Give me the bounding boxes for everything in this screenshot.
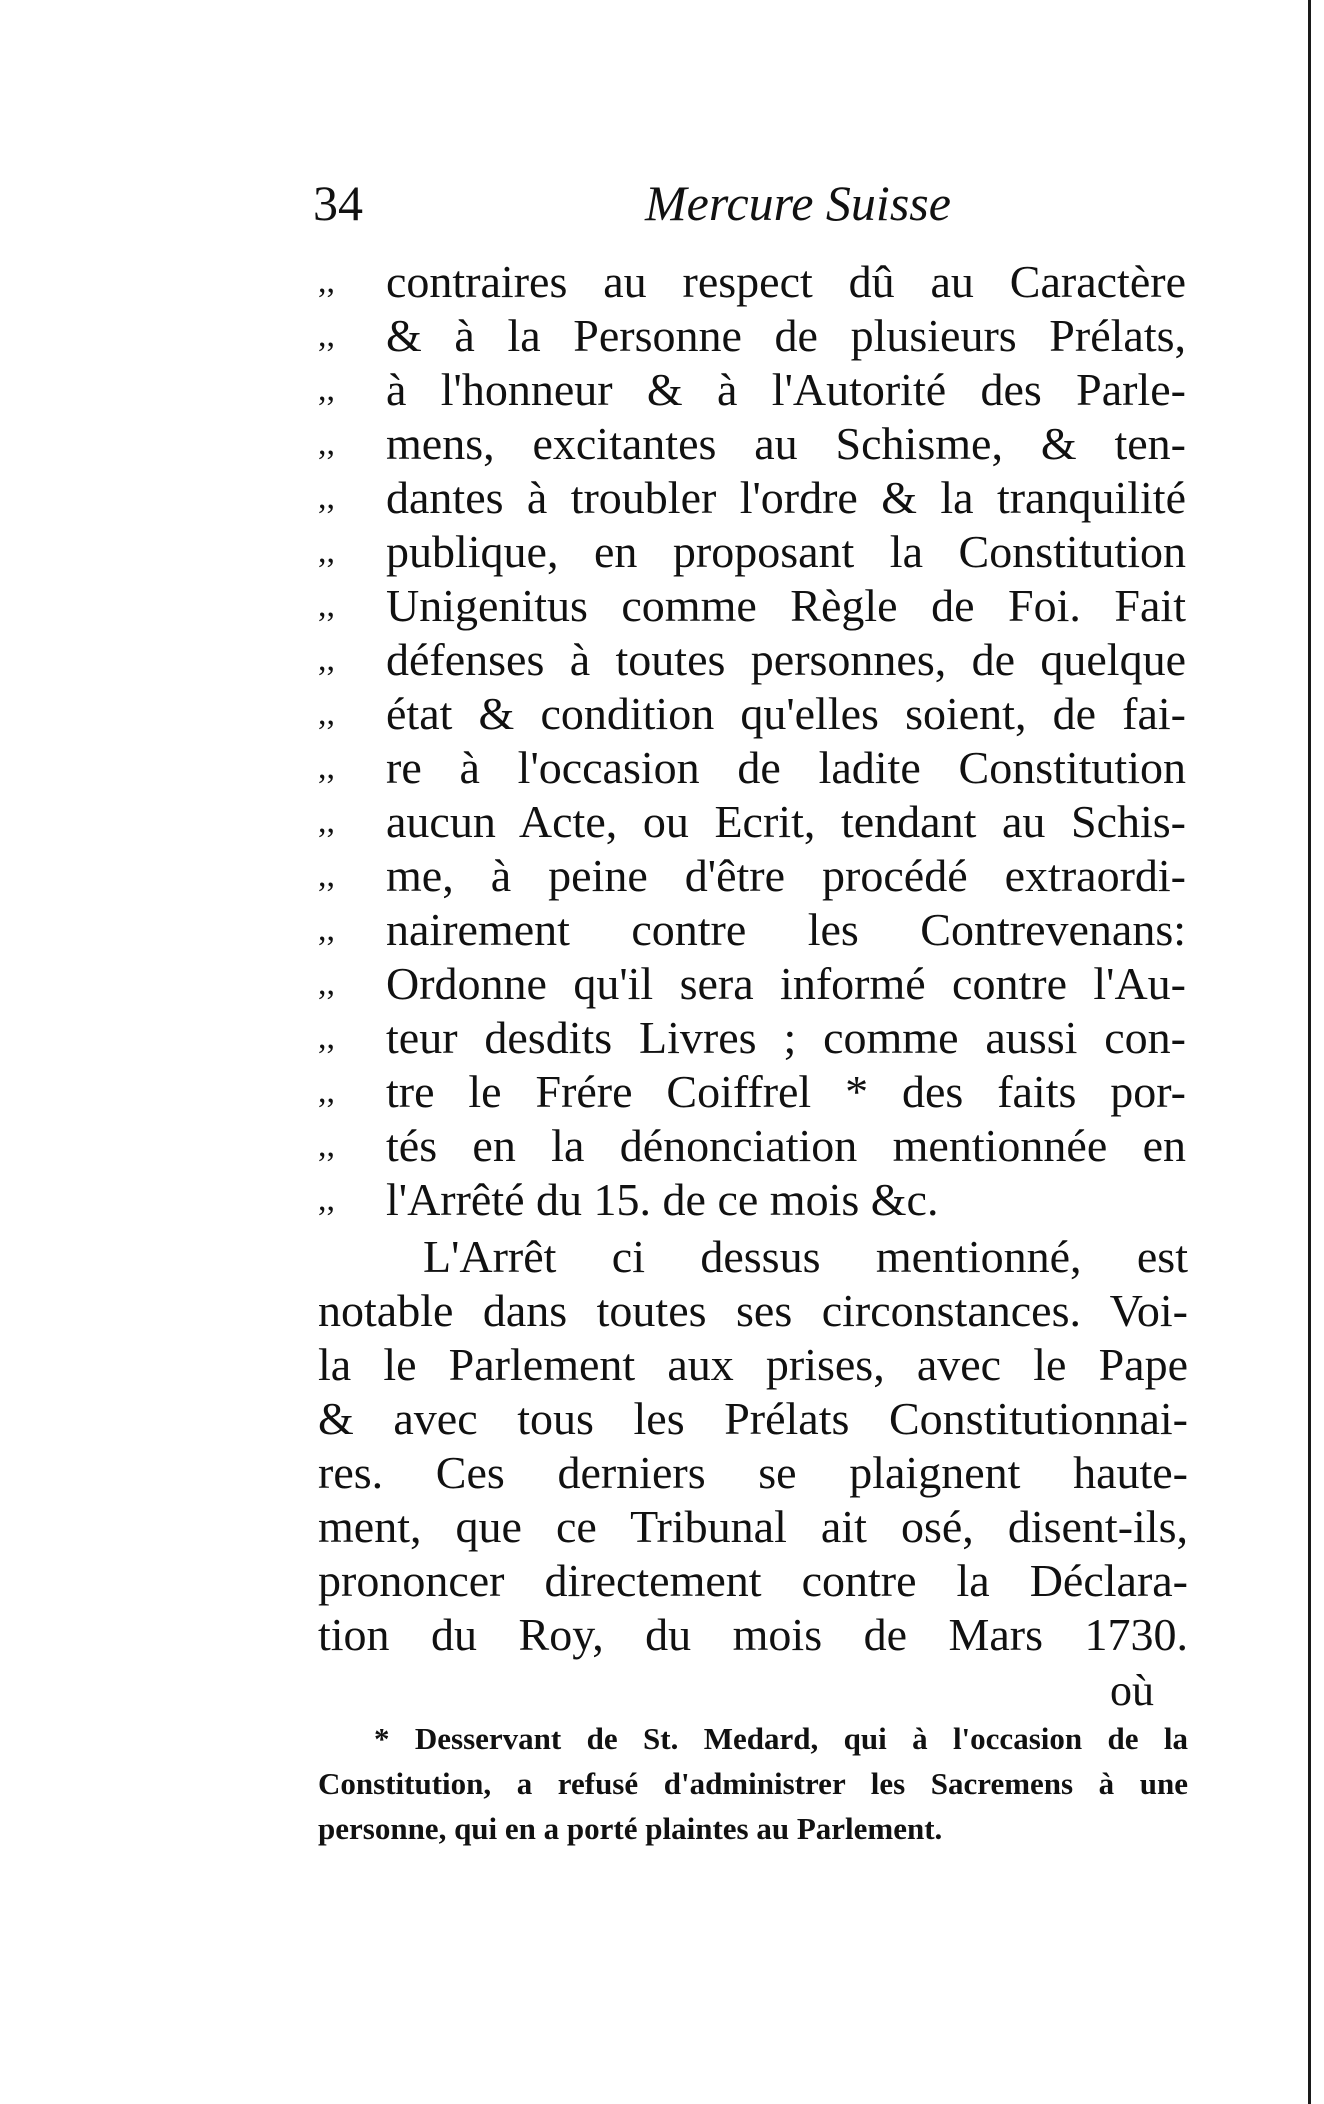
quote-line [318, 849, 1188, 903]
quote-line-text: dantes à troubler l'ordre & la tranquilité [386, 472, 1186, 523]
quotation-mark: ,, [318, 317, 335, 354]
quote-line-text: & à la Personne de plusieurs Prélats, [386, 310, 1186, 361]
quote-line-text: contraires au respect dû au Caractère [386, 256, 1186, 307]
quotation-mark: ,, [318, 965, 335, 1002]
running-title: Mercure Suisse [645, 175, 951, 231]
body-line: notable dans toutes ses circonstances. Voi- [318, 1285, 1188, 1336]
footnote [318, 1716, 1188, 1851]
quote-line-text: me, à peine d'être procédé extraordi- [386, 850, 1186, 901]
quote-line [318, 1119, 1188, 1173]
footnote-line: * Desservant de St. Medard, qui à l'occasion de la [374, 1721, 1188, 1756]
body-line: ment, que ce Tribunal ait osé, disent-ils, [318, 1501, 1188, 1552]
quote-line [318, 1173, 1188, 1227]
body-line: & avec tous les Prélats Constitutionnai- [318, 1393, 1188, 1444]
quote-line-text: mens, excitantes au Schisme, & ten- [386, 418, 1186, 469]
quote-line-text: défenses à toutes personnes, de quelque [386, 634, 1186, 685]
body-line: la le Parlement aux prises, avec le Pape [318, 1339, 1188, 1390]
quote-line-text: re à l'occasion de ladite Constitution [386, 742, 1186, 793]
footnote-line: Constitution, a refusé d'administrer les Sacremens à une [318, 1766, 1188, 1801]
quote-line-text: tés en la dénonciation mentionnée en [386, 1120, 1186, 1171]
quote-line-text: à l'honneur & à l'Autorité des Parle- [386, 364, 1186, 415]
body-paragraph [318, 1230, 1188, 1662]
quotation-mark: ,, [318, 371, 335, 408]
quotation-mark: ,, [318, 641, 335, 678]
quotation-mark: ,, [318, 1019, 335, 1056]
quotation-mark: ,, [318, 695, 335, 732]
body-line: res. Ces derniers se plaignent haute- [318, 1447, 1188, 1498]
quote-line-text: teur desdits Livres ; comme aussi con- [386, 1012, 1186, 1063]
quote-line-text: tre le Frére Coiffrel * des faits por- [386, 1066, 1186, 1117]
quotation-mark: ,, [318, 1073, 335, 1110]
quote-line [318, 1011, 1188, 1065]
quotation-mark: ,, [318, 803, 335, 840]
quote-line [318, 255, 1188, 309]
page-number: 34 [313, 175, 363, 231]
quoted-decree [318, 255, 1188, 1227]
quotation-mark: ,, [318, 425, 335, 462]
quote-line [318, 687, 1188, 741]
quote-line [318, 363, 1188, 417]
quotation-mark: ,, [318, 533, 335, 570]
quote-line [318, 1065, 1188, 1119]
quote-line-text: état & condition qu'elles soient, de fai- [386, 688, 1186, 739]
quotation-mark: ,, [318, 911, 335, 948]
quote-line-text: publique, en proposant la Constitution [386, 526, 1186, 577]
quotation-mark: ,, [318, 1127, 335, 1164]
quotation-mark: ,, [318, 1181, 335, 1218]
quote-line-text: nairement contre les Contrevenans: [386, 904, 1186, 955]
quotation-mark: ,, [318, 857, 335, 894]
body-line: tion du Roy, du mois de Mars 1730. [318, 1609, 1188, 1660]
quote-line [318, 957, 1188, 1011]
quote-line [318, 309, 1188, 363]
body-line: L'Arrêt ci dessus mentionné, est [423, 1231, 1188, 1282]
quotation-mark: ,, [318, 749, 335, 786]
quote-line [318, 579, 1188, 633]
catchword: où [1110, 1666, 1154, 1715]
quote-line [318, 903, 1188, 957]
quote-line [318, 471, 1188, 525]
footnote-line: personne, qui en a porté plaintes au Parlement. [318, 1811, 943, 1846]
quote-line [318, 741, 1188, 795]
quotation-mark: ,, [318, 263, 335, 300]
body-line: prononcer directement contre la Déclara- [318, 1555, 1188, 1606]
quote-line-text: l'Arrêté du 15. de ce mois &c. [386, 1174, 939, 1225]
quote-line [318, 417, 1188, 471]
quote-line-text: Unigenitus comme Règle de Foi. Fait [386, 580, 1186, 631]
quotation-mark: ,, [318, 479, 335, 516]
page-edge-rule [1308, 0, 1311, 2104]
quote-line [318, 795, 1188, 849]
quotation-mark: ,, [318, 587, 335, 624]
page-header [313, 168, 1073, 238]
quote-line-text: aucun Acte, ou Ecrit, tendant au Schis- [386, 796, 1186, 847]
quote-line [318, 633, 1188, 687]
quote-line [318, 525, 1188, 579]
quote-line-text: Ordonne qu'il sera informé contre l'Au- [386, 958, 1186, 1009]
